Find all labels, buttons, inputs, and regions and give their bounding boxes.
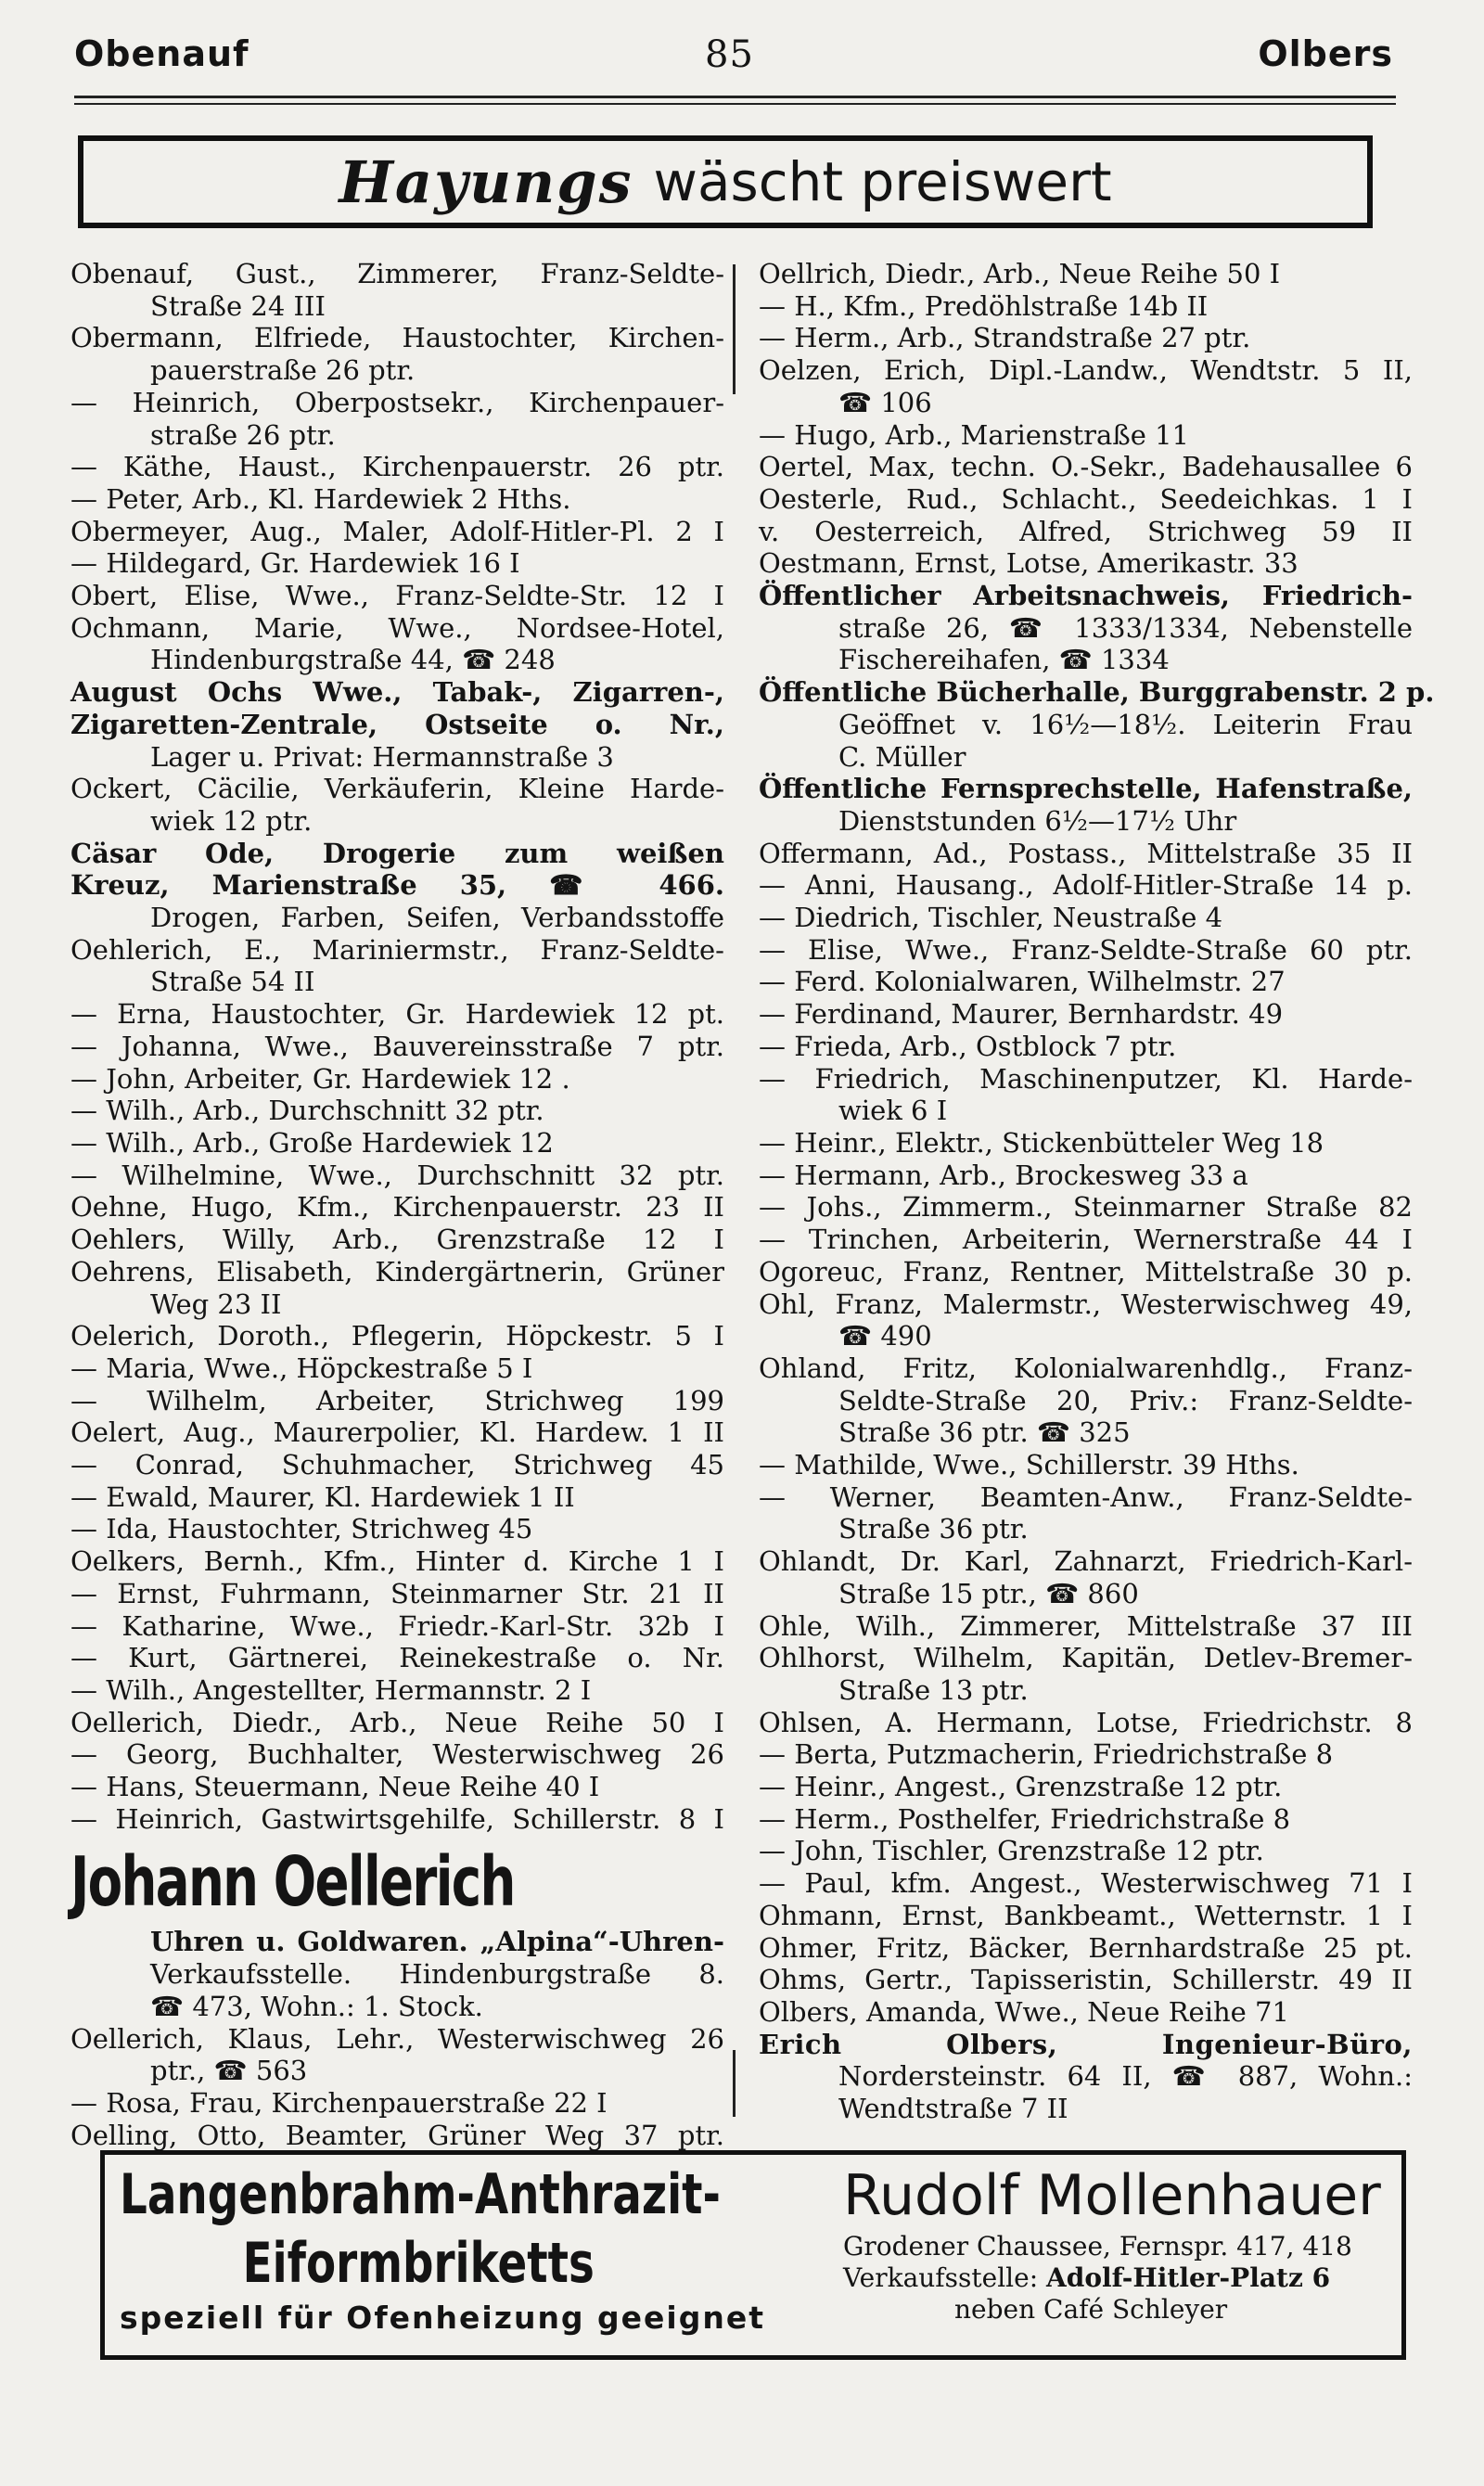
- entry-line: Oertel, Max, techn. O.-Sekr., Badehausallee 6: [759, 451, 1413, 483]
- entry-line: — H., Kfm., Predöhlstraße 14b II: [759, 289, 1209, 322]
- entry-line: Ochmann, Marie, Wwe., Nordsee-Hotel,: [70, 611, 724, 644]
- entry-line-bold: Öffentlicher Arbeitsnachweis, Friedrich-: [759, 580, 1413, 612]
- entry-line: Oelerich, Doroth., Pflegerin, Höpckestr. 5 I: [70, 1320, 724, 1352]
- entry-line: straße 26 ptr.: [150, 418, 336, 451]
- entry-line: pauerstraße 26 ptr.: [150, 354, 416, 387]
- banner-brand: Hayungs: [339, 147, 633, 216]
- entry-line: — Georg, Buchhalter, Westerwischweg 26: [70, 1738, 724, 1771]
- entry-line: v. Oesterreich, Alfred, Strichweg 59 II: [759, 515, 1413, 547]
- entry-line: — Ferd. Kolonialwaren, Wilhelmstr. 27: [759, 966, 1286, 998]
- entry-line: — Katharine, Wwe., Friedr.-Karl-Str. 32b I: [70, 1609, 724, 1642]
- entry-line: — Hildegard, Gr. Hardewiek 16 I: [70, 547, 520, 580]
- left-column: [70, 258, 724, 2151]
- entry-line: Wendtstraße 7 II: [838, 2093, 1068, 2125]
- entry-line: — Wilh., Arb., Durchschnitt 32 ptr.: [70, 1095, 544, 1127]
- bottom-ad-salespoint-label: Verkaufsstelle:: [843, 2262, 1039, 2293]
- entry-line: — Ernst, Fuhrmann, Steinmarner Str. 21 II: [70, 1577, 724, 1609]
- bottom-ad-product-line1: Langenbrahm-Anthrazit-: [120, 2162, 721, 2227]
- entry-line: — Elise, Wwe., Franz-Seldte-Straße 60 ptr.: [759, 933, 1413, 966]
- entry-line: Straße 15 ptr., ☎ 860: [838, 1577, 1139, 1609]
- entry-line: Oelert, Aug., Maurerpolier, Kl. Hardew. 1 II: [70, 1416, 724, 1449]
- bottom-ad-salespoint-value: Adolf-Hitler-Platz 6: [1046, 2262, 1331, 2293]
- entry-line: ptr., ☎ 563: [150, 2055, 308, 2087]
- entry-line: Ohland, Fritz, Kolonialwarenhdlg., Franz-: [759, 1352, 1413, 1384]
- entry-line: — Paul, kfm. Angest., Westerwischweg 71 I: [759, 1867, 1413, 1900]
- entry-line: Ohlhorst, Wilhelm, Kapitän, Detlev-Bremer-: [759, 1642, 1413, 1674]
- bottom-ad-product-tagline: speziell für Ofenheizung geeignet: [120, 2300, 766, 2336]
- entry-line: Offermann, Ad., Postass., Mittelstraße 35 II: [759, 837, 1413, 869]
- entry-line: Seldte-Straße 20, Priv.: Franz-Seldte-: [838, 1384, 1413, 1416]
- entry-line: — Trinchen, Arbeiterin, Wernerstraße 44 I: [759, 1224, 1413, 1256]
- header-rule-bottom: [74, 103, 1396, 105]
- entry-line: — Maria, Wwe., Höpckestraße 5 I: [70, 1352, 533, 1384]
- bottom-advertisement: [100, 2150, 1406, 2360]
- banner-slogan: wäscht preiswert: [653, 150, 1112, 213]
- entry-line-bold: Zigaretten-Zentrale, Ostseite o. Nr.,: [70, 708, 724, 740]
- entry-line: — Hugo, Arb., Marienstraße 11: [759, 418, 1189, 451]
- column-divider-top: [733, 264, 736, 394]
- entry-line: — Erna, Haustochter, Gr. Hardewiek 12 pt.: [70, 998, 724, 1031]
- column-divider-bottom: [733, 2050, 736, 2117]
- entry-line: Ohle, Wilh., Zimmerer, Mittelstraße 37 III: [759, 1609, 1413, 1642]
- entry-line: Oehrens, Elisabeth, Kindergärtnerin, Grüner: [70, 1255, 724, 1288]
- entry-line: — Ferdinand, Maurer, Bernhardstr. 49: [759, 998, 1284, 1031]
- bottom-ad-address: Grodener Chaussee, Fernspr. 417, 418: [843, 2231, 1352, 2262]
- entry-line: — Herm., Posthelfer, Friedrichstraße 8: [759, 1802, 1291, 1835]
- header-rule-top: [74, 96, 1396, 98]
- bottom-ad-right: [843, 2160, 1400, 2326]
- bottom-ad-salespoint: [843, 2262, 1400, 2294]
- entry-line: — Kurt, Gärtnerei, Reinekestraße o. Nr.: [70, 1642, 724, 1674]
- header-right-keyword: Olbers: [1258, 33, 1393, 74]
- entry-line: Oellrich, Diedr., Arb., Neue Reihe 50 I: [759, 258, 1281, 289]
- entry-line: Obermann, Elfriede, Haustochter, Kirchen-: [70, 322, 724, 354]
- entry-line: — Johanna, Wwe., Bauvereinsstraße 7 ptr.: [70, 1030, 724, 1062]
- entry-line-bold: August Ochs Wwe., Tabak-, Zigarren-,: [70, 676, 724, 709]
- entry-line: — Heinrich, Gastwirtsgehilfe, Schillerstr. 8 I: [70, 1802, 724, 1835]
- advertisement-line: ☎ 473, Wohn.: 1. Stock.: [150, 1990, 483, 2022]
- entry-line: — Herm., Arb., Strandstraße 27 ptr.: [759, 322, 1251, 354]
- entry-line: — Berta, Putzmacherin, Friedrichstraße 8: [759, 1738, 1334, 1771]
- bottom-ad-company: Rudolf Mollenhauer: [843, 2163, 1381, 2228]
- advertisement-line: Verkaufsstelle. Hindenburgstraße 8.: [150, 1958, 724, 1991]
- entry-line: Ohms, Gertr., Tapisseristin, Schillerstr. 49 II: [759, 1964, 1413, 1996]
- entry-line: — Friedrich, Maschinenputzer, Kl. Harde-: [759, 1062, 1413, 1095]
- advertisement-line: Uhren u. Goldwaren. „Alpina“-Uhren-: [150, 1926, 724, 1958]
- entry-line: Oehne, Hugo, Kfm., Kirchenpauerstr. 23 II: [70, 1191, 724, 1224]
- entry-line: Oellerich, Klaus, Lehr., Westerwischweg 26: [70, 2022, 724, 2055]
- banner-advertisement: [78, 135, 1373, 228]
- entry-line: wiek 6 I: [838, 1095, 948, 1127]
- entry-line: Dienststunden 6½—17½ Uhr: [838, 804, 1237, 837]
- page-number: 85: [705, 33, 754, 76]
- entry-line: Weg 23 II: [150, 1288, 282, 1320]
- entry-line: — Wilhelmine, Wwe., Durchschnitt 32 ptr.: [70, 1159, 724, 1191]
- entry-line: — Peter, Arb., Kl. Hardewiek 2 Hths.: [70, 482, 571, 515]
- header-left-keyword: Obenauf: [74, 33, 249, 74]
- entry-line: Olbers, Amanda, Wwe., Neue Reihe 71: [759, 1995, 1289, 2028]
- entry-line: Straße 36 ptr.: [838, 1513, 1029, 1545]
- entry-line: Obermeyer, Aug., Maler, Adolf-Hitler-Pl. 2 I: [70, 515, 724, 547]
- bottom-ad-location-note: neben Café Schleyer: [954, 2294, 1228, 2325]
- entry-line: — Anni, Hausang., Adolf-Hitler-Straße 14 p.: [759, 869, 1413, 902]
- entry-line: — Heinr., Elektr., Stickenbütteler Weg 18: [759, 1126, 1324, 1159]
- entry-line: — Wilh., Angestellter, Hermannstr. 2 I: [70, 1673, 592, 1706]
- entry-line: — Johs., Zimmerm., Steinmarner Straße 82: [759, 1191, 1413, 1224]
- entry-line: — Ida, Haustochter, Strichweg 45: [70, 1513, 533, 1545]
- entry-line: Oestmann, Ernst, Lotse, Amerikastr. 33: [759, 547, 1298, 580]
- entry-line: — John, Arbeiter, Gr. Hardewiek 12 .: [70, 1062, 570, 1095]
- entry-line: Nordersteinstr. 64 II, ☎ 887, Wohn.:: [838, 2060, 1413, 2093]
- entry-line: — Mathilde, Wwe., Schillerstr. 39 Hths.: [759, 1449, 1299, 1481]
- entry-line: Ohlandt, Dr. Karl, Zahnarzt, Friedrich-Karl-: [759, 1545, 1413, 1578]
- entry-line: Straße 36 ptr. ☎ 325: [838, 1416, 1131, 1449]
- entry-line-bold: Öffentliche Bücherhalle, Burggrabenstr. 2 p.: [759, 676, 1435, 709]
- entry-line: Oehlers, Willy, Arb., Grenzstraße 12 I: [70, 1224, 724, 1256]
- entry-line: Ogoreuc, Franz, Rentner, Mittelstraße 30 p.: [759, 1255, 1413, 1288]
- entry-line: Oelkers, Bernh., Kfm., Hinter d. Kirche 1 I: [70, 1545, 724, 1578]
- entry-line: Oelling, Otto, Beamter, Grüner Weg 37 ptr.: [70, 2119, 724, 2151]
- entry-line: — Heinr., Angest., Grenzstraße 12 ptr.: [759, 1771, 1283, 1803]
- entry-line: Ohlsen, A. Hermann, Lotse, Friedrichstr. 8: [759, 1706, 1413, 1738]
- entry-line: — Heinrich, Oberpostsekr., Kirchenpauer-: [70, 386, 724, 418]
- bottom-ad-product-line2: Eiformbriketts: [242, 2231, 595, 2296]
- entry-line: — Werner, Beamten-Anw., Franz-Seldte-: [759, 1480, 1413, 1513]
- advertisement-name-johann-oellerich: Johann Oellerich: [70, 1842, 515, 1923]
- entry-line: — Hermann, Arb., Brockesweg 33 a: [759, 1159, 1248, 1191]
- entry-line: — Wilhelm, Arbeiter, Strichweg 199: [70, 1384, 724, 1416]
- entry-line: Straße 54 II: [150, 966, 315, 998]
- entry-line-bold: Cäsar Ode, Drogerie zum weißen: [70, 837, 724, 869]
- entry-line: straße 26, ☎ 1333/1334, Nebenstelle: [838, 611, 1413, 644]
- entry-line: ☎ 490: [838, 1320, 932, 1352]
- entry-line: — Käthe, Haust., Kirchenpauerstr. 26 ptr.: [70, 451, 724, 483]
- entry-line: Ohmer, Fritz, Bäcker, Bernhardstraße 25 pt.: [759, 1931, 1413, 1964]
- entry-line: — Wilh., Arb., Große Hardewiek 12: [70, 1126, 554, 1159]
- entry-line: — Frieda, Arb., Ostblock 7 ptr.: [759, 1030, 1177, 1062]
- entry-line: Ohl, Franz, Malermstr., Westerwischweg 49,: [759, 1288, 1413, 1320]
- right-column: [759, 258, 1435, 2125]
- entry-line: Fischereihafen, ☎ 1334: [838, 644, 1170, 676]
- entry-line: Oehlerich, E., Mariniermstr., Franz-Seldte-: [70, 933, 724, 966]
- entry-line: — Conrad, Schuhmacher, Strichweg 45: [70, 1449, 724, 1481]
- entry-line: Straße 24 III: [150, 289, 326, 322]
- entry-line: ☎ 106: [838, 386, 932, 418]
- entry-line: Oellerich, Diedr., Arb., Neue Reihe 50 I: [70, 1706, 724, 1738]
- entry-line: Lager u. Privat: Hermannstraße 3: [150, 740, 614, 773]
- entry-line: Ockert, Cäcilie, Verkäuferin, Kleine Harde-: [70, 773, 724, 805]
- entry-line: Geöffnet v. 16½—18½. Leiterin Frau: [838, 708, 1413, 740]
- entry-line-bold: Öffentliche Fernsprechstelle, Hafenstraße,: [759, 773, 1413, 805]
- entry-line: — Diedrich, Tischler, Neustraße 4: [759, 902, 1223, 934]
- entry-line: wiek 12 ptr.: [150, 804, 313, 837]
- entry-line: — Rosa, Frau, Kirchenpauerstraße 22 I: [70, 2086, 608, 2119]
- entry-line: Ohmann, Ernst, Bankbeamt., Wetternstr. 1 I: [759, 1899, 1413, 1931]
- entry-line: Obenauf, Gust., Zimmerer, Franz-Seldte-: [70, 258, 724, 289]
- entry-line: — Ewald, Maurer, Kl. Hardewiek 1 II: [70, 1480, 575, 1513]
- entry-line: C. Müller: [838, 740, 966, 773]
- entry-line: Straße 13 ptr.: [838, 1673, 1029, 1706]
- entry-line: — Hans, Steuermann, Neue Reihe 40 I: [70, 1771, 600, 1803]
- entry-line: Oesterle, Rud., Schlacht., Seedeichkas. 1 I: [759, 482, 1413, 515]
- bottom-ad-left: [120, 2160, 917, 2336]
- entry-line: — John, Tischler, Grenzstraße 12 ptr.: [759, 1835, 1264, 1867]
- entry-line: Drogen, Farben, Seifen, Verbandsstoffe: [150, 902, 724, 934]
- entry-line: Oelzen, Erich, Dipl.-Landw., Wendtstr. 5 II,: [759, 354, 1413, 387]
- entry-line-bold: Kreuz, Marienstraße 35, ☎ 466.: [70, 869, 724, 902]
- entry-line: Hindenburgstraße 44, ☎ 248: [150, 644, 556, 676]
- entry-line: Obert, Elise, Wwe., Franz-Seldte-Str. 12 I: [70, 580, 724, 612]
- entry-line-bold: Erich Olbers, Ingenieur-Büro,: [759, 2028, 1413, 2060]
